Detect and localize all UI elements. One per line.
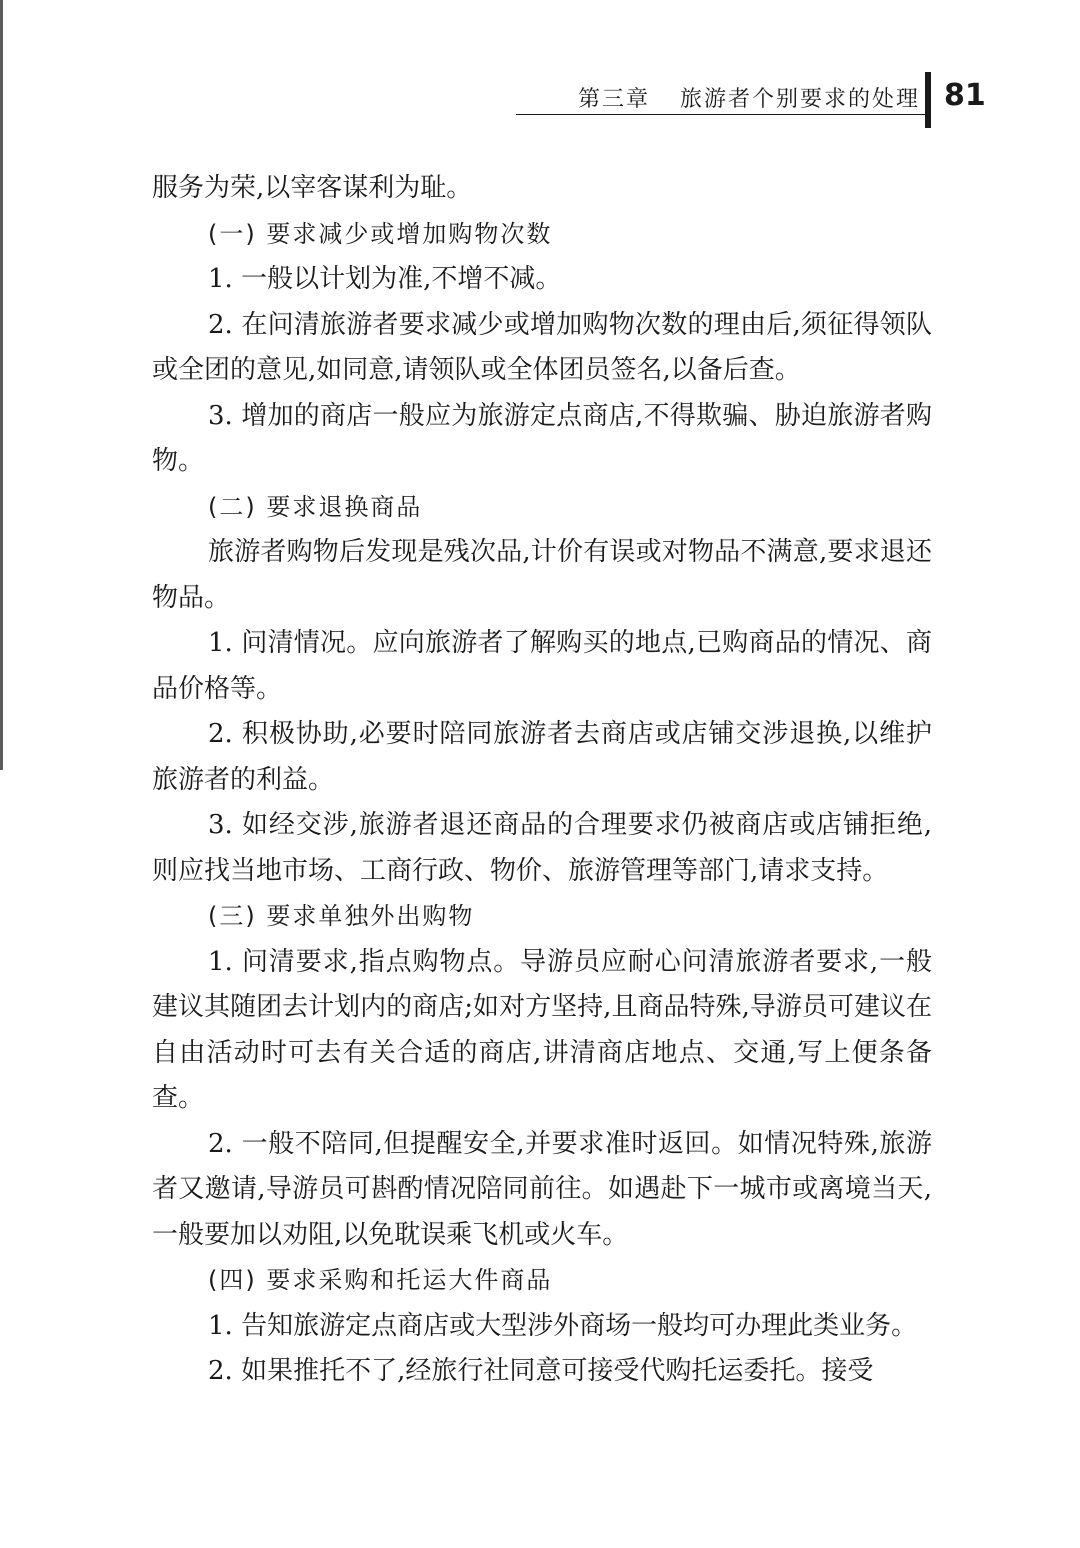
running-head-text — [578, 82, 920, 113]
paragraph: 3. 如经交涉,旅游者退还商品的合理要求仍被商店或店铺拒绝,则应找当地市场、工商行政、物价、旅游管理等部门,请求支持。 — [152, 810, 932, 886]
chapter-title: 旅游者个别要求的处理 — [679, 87, 920, 112]
section-heading: (四) 要求采购和托运大件商品 — [208, 1266, 553, 1294]
paragraph: 3. 增加的商店一般应为旅游定点商店,不得欺骗、胁迫旅游者购物。 — [152, 400, 932, 476]
paragraph: 2. 如果推托不了,经旅行社同意可接受代购托运委托。接受 — [208, 1356, 874, 1386]
paragraph: 1. 问清要求,指点购物点。导游员应耐心问清旅游者要求,一般建议其随团去计划内的商店;如对方坚持,且商品特殊,导游员可建议在自由活动时可去有关合适的商店,讲清商店地点、交通,写上便条备查。 — [152, 946, 932, 1113]
paragraph: 2. 在问清旅游者要求减少或增加购物次数的理由后,须征得领队或全团的意见,如同意,请领队或全体团员签名,以备后查。 — [152, 309, 932, 385]
header-rule — [516, 114, 926, 115]
paragraph: 服务为荣,以宰客谋利为耻。 — [152, 173, 473, 203]
paragraph: 旅游者购物后发现是残次品,计价有误或对物品不满意,要求退还物品。 — [152, 537, 932, 613]
section-heading: (二) 要求退换商品 — [208, 492, 423, 521]
body-text — [152, 166, 932, 1395]
paragraph: 1. 告知旅游定点商店或大型涉外商场一般均可办理此类业务。 — [208, 1310, 918, 1341]
header-bar — [925, 72, 931, 128]
paragraph: 1. 问清情况。应向旅游者了解购买的地点,已购商品的情况、商品价格等。 — [152, 628, 932, 704]
paragraph: 2. 一般不陪同,但提醒安全,并要求准时返回。如情况特殊,旅游者又邀请,导游员可斟酌情况陪同前往。如遇赴下一城市或离境当天,一般要加以劝阻,以免耽误乘飞机或火车。 — [152, 1128, 932, 1250]
paragraph: 1. 一般以计划为准,不增不减。 — [208, 264, 562, 294]
running-header — [0, 70, 1080, 130]
page-number: 81 — [944, 78, 986, 113]
section-heading: (一) 要求减少或增加购物次数 — [208, 219, 553, 248]
section-heading: (三) 要求单独外出购物 — [208, 902, 475, 930]
paragraph: 2. 积极协助,必要时陪同旅游者去商店或店铺交涉退换,以维护旅游者的利益。 — [152, 719, 932, 795]
chapter-label: 第三章 — [577, 87, 650, 112]
